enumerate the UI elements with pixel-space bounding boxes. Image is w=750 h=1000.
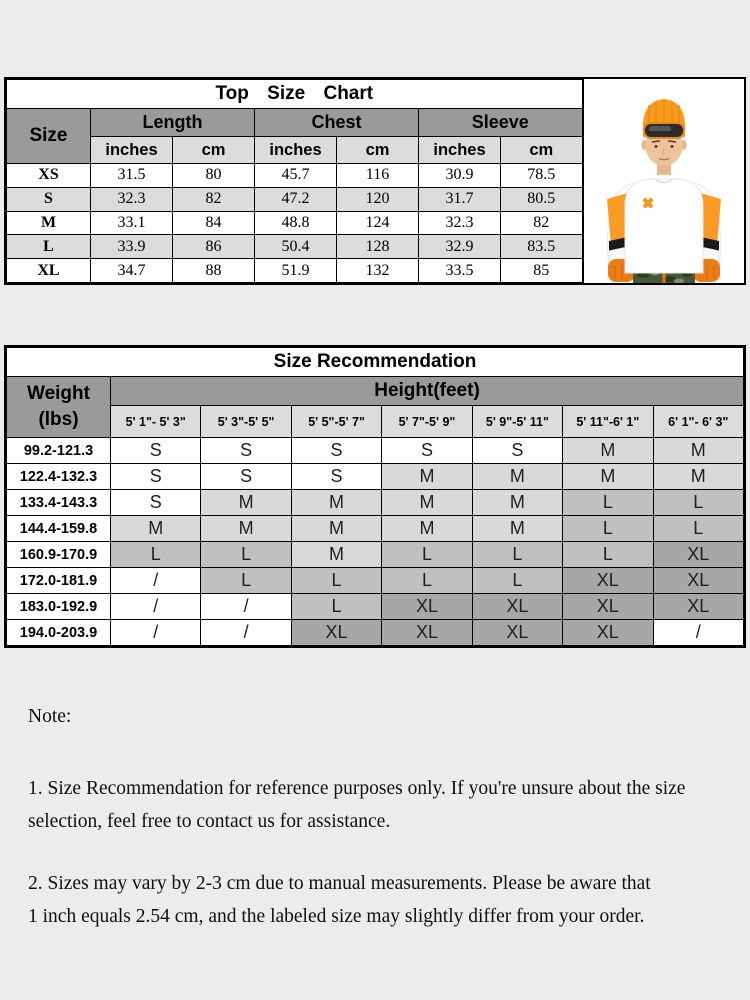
measurement-cell: 82	[173, 187, 255, 211]
size-cell: S	[291, 438, 381, 464]
measurement-cell: 32.3	[419, 211, 501, 235]
size-cell: S	[291, 464, 381, 490]
model-photo	[584, 79, 744, 283]
size-cell: M	[472, 464, 562, 490]
table-row	[7, 211, 583, 235]
note-line: selection, feel free to contact us for assistance.	[28, 811, 391, 832]
unit-header: cm	[173, 137, 255, 164]
top-size-chart-table	[6, 79, 584, 283]
size-cell: /	[111, 568, 201, 594]
measurement-cell: 83.5	[501, 235, 583, 259]
size-cell: L	[291, 594, 381, 620]
measurement-cell: 88	[173, 259, 255, 283]
note-line: 1. Size Recommendation for reference purposes only. If you're unsure about the size	[28, 778, 686, 799]
measurement-cell: 32.3	[91, 187, 173, 211]
notes-heading: Note:	[28, 706, 72, 727]
measurement-cell: 33.9	[91, 235, 173, 259]
notes-section	[28, 706, 728, 962]
unit-header: inches	[419, 137, 501, 164]
size-cell: XL	[472, 620, 562, 646]
size-cell: M	[111, 516, 201, 542]
size-cell: /	[111, 620, 201, 646]
size-cell: M	[653, 464, 743, 490]
size-cell: XL	[291, 620, 381, 646]
height-range-row	[7, 406, 744, 438]
size-cell: /	[111, 594, 201, 620]
top-size-chart-title: Top Size Chart	[7, 80, 583, 109]
top-size-chart-section	[4, 77, 746, 285]
size-cell: M	[382, 516, 472, 542]
group-header-row	[7, 109, 583, 137]
table-row	[7, 542, 744, 568]
table-row	[7, 259, 583, 283]
size-recommendation-title: Size Recommendation	[7, 348, 744, 377]
height-range: 5' 9"-5' 11"	[472, 406, 562, 438]
size-cell: L	[382, 542, 472, 568]
size-cell: /	[201, 594, 291, 620]
weight-range: 122.4-132.3	[7, 464, 111, 490]
measurement-cell: 33.5	[419, 259, 501, 283]
length-header: Length	[91, 109, 255, 137]
height-range: 5' 11"-6' 1"	[563, 406, 653, 438]
size-label: L	[7, 235, 91, 259]
weight-range: 144.4-159.8	[7, 516, 111, 542]
height-range: 6' 1"- 6' 3"	[653, 406, 743, 438]
size-cell: M	[563, 438, 653, 464]
size-cell: L	[472, 542, 562, 568]
chest-header: Chest	[255, 109, 419, 137]
measurement-cell: 48.8	[255, 211, 337, 235]
measurement-cell: 78.5	[501, 164, 583, 188]
size-cell: M	[291, 516, 381, 542]
measurement-cell: 80	[173, 164, 255, 188]
weight-range: 160.9-170.9	[7, 542, 111, 568]
size-cell: XL	[563, 594, 653, 620]
measurement-cell: 51.9	[255, 259, 337, 283]
size-cell: L	[111, 542, 201, 568]
weight-range: 183.0-192.9	[7, 594, 111, 620]
size-cell: S	[111, 464, 201, 490]
size-cell: XL	[563, 620, 653, 646]
size-label: M	[7, 211, 91, 235]
unit-header: inches	[91, 137, 173, 164]
height-range: 5' 5"-5' 7"	[291, 406, 381, 438]
table-row	[7, 164, 583, 188]
size-cell: M	[563, 464, 653, 490]
size-recommendation-section	[4, 345, 746, 648]
note-line: 2. Sizes may vary by 2-3 cm due to manual measurements. Please be aware that	[28, 873, 651, 894]
size-label: S	[7, 187, 91, 211]
size-cell: M	[382, 490, 472, 516]
size-recommendation-table	[6, 347, 744, 646]
weight-unit-label: (lbs)	[38, 409, 79, 430]
size-cell: L	[291, 568, 381, 594]
measurement-cell: 132	[337, 259, 419, 283]
size-cell: M	[291, 542, 381, 568]
size-cell: M	[382, 464, 472, 490]
weight-range: 133.4-143.3	[7, 490, 111, 516]
unit-header-row	[7, 137, 583, 164]
note-item	[28, 867, 728, 933]
model-illustration	[589, 87, 739, 283]
size-cell: /	[201, 620, 291, 646]
measurement-cell: 31.7	[419, 187, 501, 211]
size-cell: XL	[382, 594, 472, 620]
height-range: 5' 1"- 5' 3"	[111, 406, 201, 438]
measurement-cell: 47.2	[255, 187, 337, 211]
size-cell: XL	[472, 594, 562, 620]
size-column-header: Size	[7, 109, 91, 164]
measurement-cell: 34.7	[91, 259, 173, 283]
size-cell: S	[472, 438, 562, 464]
size-cell: M	[472, 516, 562, 542]
size-cell: S	[201, 438, 291, 464]
size-cell: L	[563, 542, 653, 568]
table-row	[7, 516, 744, 542]
size-cell: M	[201, 516, 291, 542]
unit-header: cm	[501, 137, 583, 164]
size-cell: S	[201, 464, 291, 490]
size-cell: XL	[653, 568, 743, 594]
size-cell: S	[382, 438, 472, 464]
table-row	[7, 187, 583, 211]
table-title-row	[7, 348, 744, 377]
table-row	[7, 620, 744, 646]
size-cell: XL	[382, 620, 472, 646]
table-row	[7, 594, 744, 620]
size-label: XS	[7, 164, 91, 188]
measurement-cell: 116	[337, 164, 419, 188]
size-cell: L	[563, 490, 653, 516]
measurement-cell: 128	[337, 235, 419, 259]
weight-header-label: Weight	[27, 383, 90, 405]
table-title-row	[7, 80, 583, 109]
table-row	[7, 438, 744, 464]
size-cell: L	[563, 516, 653, 542]
size-cell: L	[653, 516, 743, 542]
weight-range: 194.0-203.9	[7, 620, 111, 646]
measurement-cell: 86	[173, 235, 255, 259]
size-cell: S	[111, 490, 201, 516]
measurement-cell: 50.4	[255, 235, 337, 259]
measurement-cell: 45.7	[255, 164, 337, 188]
sleeve-header: Sleeve	[419, 109, 583, 137]
measurement-cell: 30.9	[419, 164, 501, 188]
measurement-cell: 85	[501, 259, 583, 283]
size-cell: XL	[563, 568, 653, 594]
weight-column-header	[7, 377, 111, 438]
size-cell: XL	[653, 542, 743, 568]
measurement-cell: 80.5	[501, 187, 583, 211]
size-cell: XL	[653, 594, 743, 620]
unit-header: cm	[337, 137, 419, 164]
height-header-row	[7, 377, 744, 406]
size-cell: M	[291, 490, 381, 516]
table-row	[7, 235, 583, 259]
measurement-cell: 84	[173, 211, 255, 235]
size-cell: L	[201, 542, 291, 568]
size-cell: L	[382, 568, 472, 594]
size-label: XL	[7, 259, 91, 283]
note-item	[28, 772, 728, 838]
weight-range: 172.0-181.9	[7, 568, 111, 594]
size-cell: L	[653, 490, 743, 516]
size-cell: M	[472, 490, 562, 516]
height-header: Height(feet)	[111, 377, 744, 406]
note-line: 1 inch equals 2.54 cm, and the labeled size may slightly differ from your order.	[28, 906, 645, 927]
table-row	[7, 568, 744, 594]
weight-range: 99.2-121.3	[7, 438, 111, 464]
measurement-cell: 124	[337, 211, 419, 235]
measurement-cell: 33.1	[91, 211, 173, 235]
unit-header: inches	[255, 137, 337, 164]
measurement-cell: 120	[337, 187, 419, 211]
height-range: 5' 3"-5' 5"	[201, 406, 291, 438]
size-cell: L	[472, 568, 562, 594]
size-cell: M	[653, 438, 743, 464]
measurement-cell: 82	[501, 211, 583, 235]
size-cell: S	[111, 438, 201, 464]
size-cell: /	[653, 620, 743, 646]
table-row	[7, 490, 744, 516]
table-row	[7, 464, 744, 490]
height-range: 5' 7"-5' 9"	[382, 406, 472, 438]
size-cell: L	[201, 568, 291, 594]
measurement-cell: 31.5	[91, 164, 173, 188]
measurement-cell: 32.9	[419, 235, 501, 259]
size-cell: M	[201, 490, 291, 516]
